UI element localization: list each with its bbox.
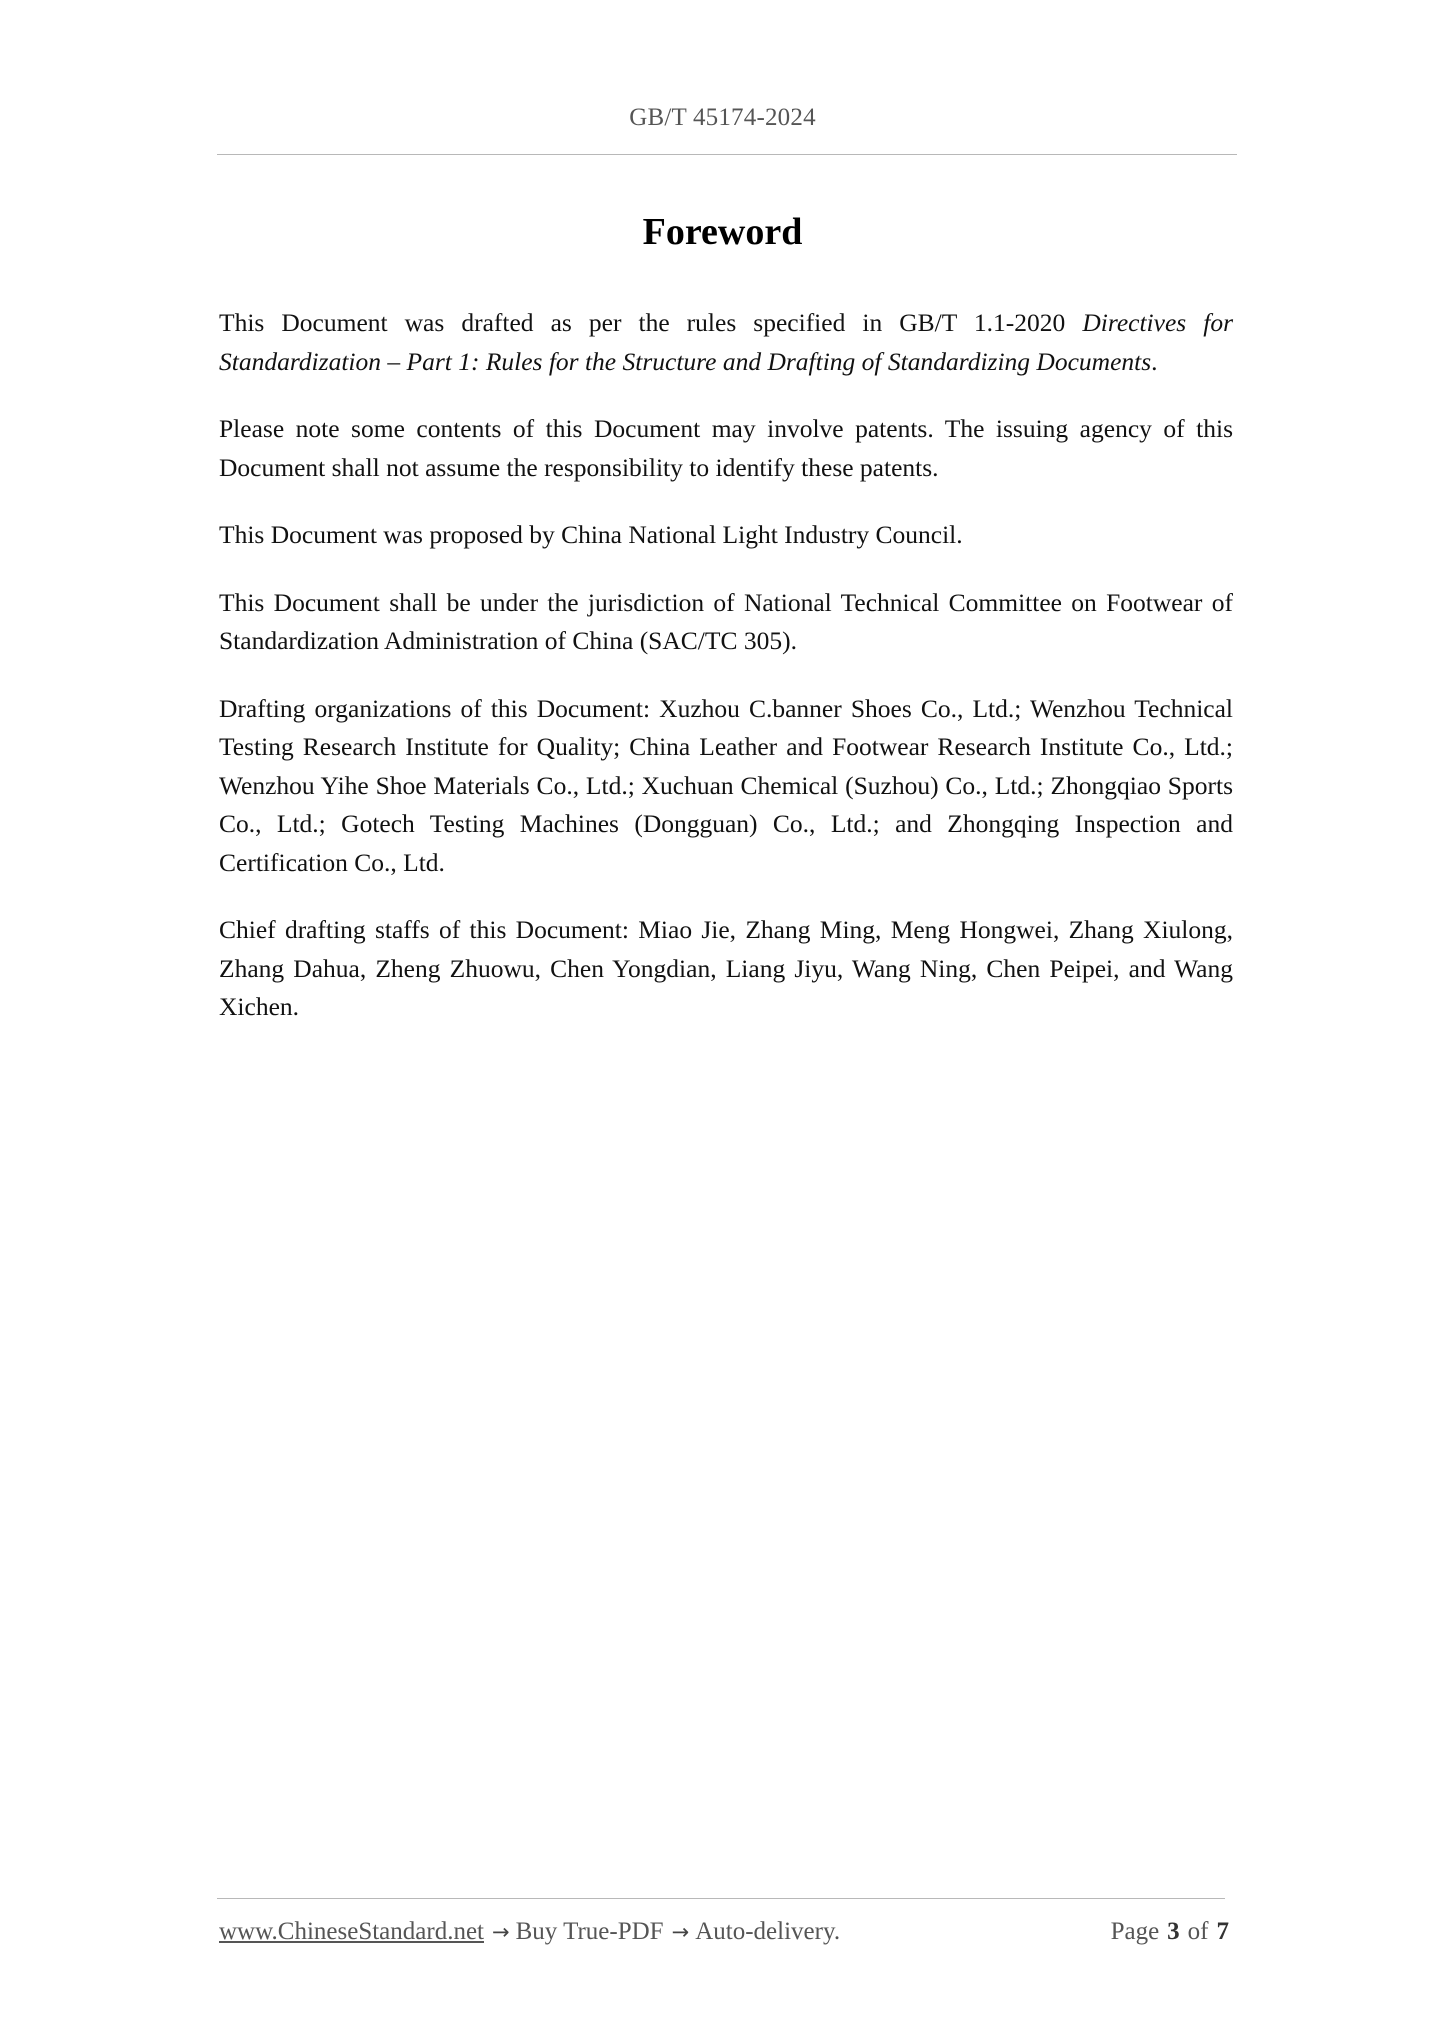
paragraph-drafting-rules-end: . <box>1151 346 1158 376</box>
right-arrow-icon: → <box>671 1920 690 1944</box>
auto-delivery-text: Auto-delivery. <box>695 1918 841 1945</box>
of-label: of <box>1187 1918 1209 1945</box>
buy-true-pdf-text: Buy True-PDF <box>515 1918 664 1945</box>
paragraph-drafting-rules-text: This Document was drafted as per the rules specified in GB/T 1.1-2020 <box>219 308 1083 337</box>
page-number <box>1111 1918 1229 1946</box>
page-footer <box>219 1918 1229 1946</box>
paragraph-drafting-organizations: Drafting organizations of this Document: Xuzhou C.banner Shoes Co., Ltd.; Wenzhou Technical Testing Research Institute for Quality; China Leather and Footwear Research Institute Co., Ltd.; Wenzhou Yihe Shoe Materials Co., Ltd.; Xuchuan Chemical (Suzhou) Co., Ltd.; Zhongqiao Sports Co., Ltd.; Gotech Testing Machines (Dongguan) Co., Ltd.; and Zhongqing Inspection and Certification Co., Ltd. <box>219 693 1233 877</box>
footer-divider <box>217 1898 1225 1899</box>
header-standard-code: GB/T 45174-2024 <box>629 104 816 131</box>
paragraph-proposed-by: This Document was proposed by China National Light Industry Council. <box>219 520 963 549</box>
footer-promo <box>219 1918 840 1946</box>
right-arrow-icon: → <box>492 1920 510 1944</box>
page-title: Foreword <box>642 211 803 253</box>
header-divider <box>217 154 1237 155</box>
paragraph-drafting-rules <box>219 304 1233 381</box>
paragraph-chief-drafters: Chief drafting staffs of this Document: Miao Jie, Zhang Ming, Meng Hongwei, Zhang Xiulong, Zhang Dahua, Zheng Zhuowu, Chen Yongdian, Liang Jiyu, Wang Ning, Chen Peipei, and Wang Xichen. <box>219 915 1233 1021</box>
referenced-standard-title: Directives for Standardization – Part 1: Rules for the Structure and Drafting of Standardizing Documents <box>219 308 1233 376</box>
paragraph-jurisdiction: This Document shall be under the jurisdiction of National Technical Committee on Footwear of Standardization Administration of China (SAC/TC 305). <box>219 587 1233 655</box>
page-label: Page <box>1110 1918 1160 1945</box>
foreword-body <box>219 304 1233 1056</box>
current-page-number: 3 <box>1167 1918 1180 1945</box>
total-pages-number: 7 <box>1216 1918 1229 1945</box>
website-link[interactable]: www.ChineseStandard.net <box>219 1918 484 1945</box>
paragraph-patents: Please note some contents of this Document may involve patents. The issuing agency of this Document shall not assume the responsibility to identify these patents. <box>219 414 1233 482</box>
